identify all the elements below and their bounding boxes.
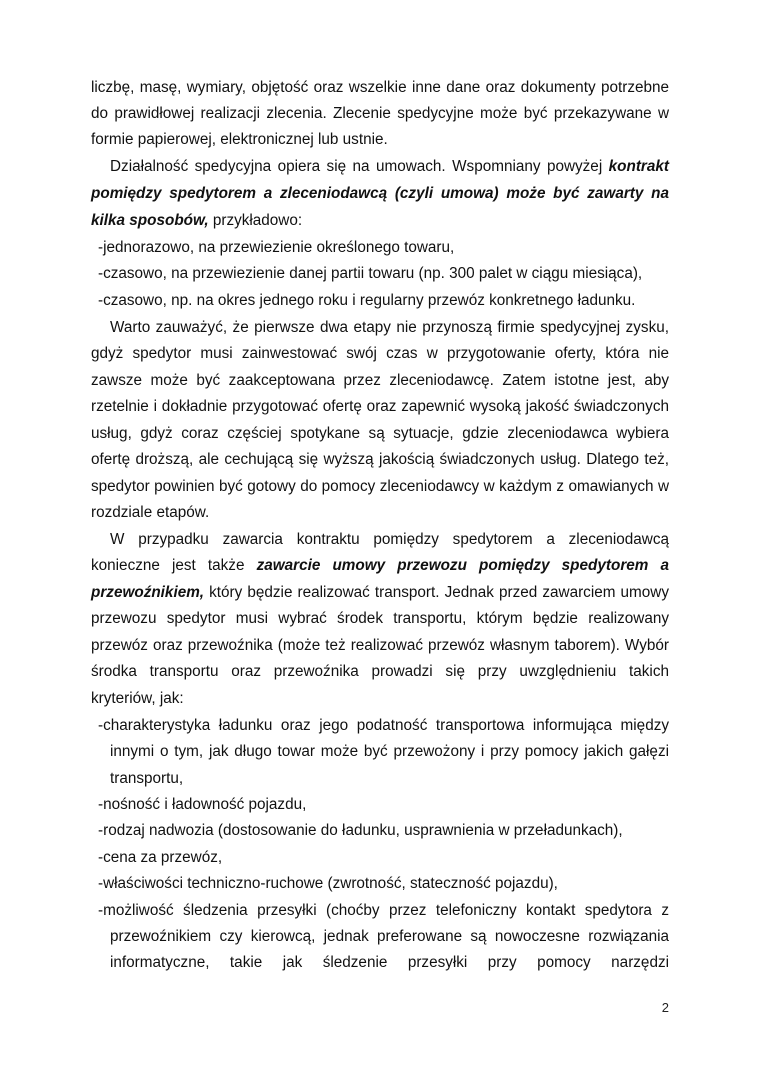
text-line: ofertę droższą, ale cechującą się wyższą jakością świadczonych usług. Dlatego też, bbox=[91, 451, 669, 468]
list-item-continuation: innymi o tym, jak długo towar może być przewożony i przy pomocy jakich gałęzi bbox=[110, 743, 669, 760]
text-line: formie papierowej, elektronicznej lub ustnie. bbox=[91, 131, 388, 148]
emphasis-line: pomiędzy spedytorem a zleceniodawcą (czyli umowa) może być zawarty na bbox=[91, 185, 669, 202]
list-item-continuation: przewoźnikiem czy kierowcą, jednak preferowane są nowoczesne rozwiązania bbox=[110, 928, 669, 945]
list-item: -właściwości techniczno-ruchowe (zwrotność, stateczność pojazdu), bbox=[98, 875, 558, 892]
text-line: W przypadku zawarcia kontraktu pomiędzy spedytorem a zleceniodawcą bbox=[110, 531, 669, 548]
list-item: -czasowo, np. na okres jednego roku i regularny przewóz konkretnego ładunku. bbox=[98, 292, 636, 309]
text-line: usług, gdyż coraz częściej spotykane są sytuacje, gdzie zleceniodawca wybiera bbox=[91, 425, 669, 442]
list-item: -rodzaj nadwozia (dostosowanie do ładunku, usprawnienia w przeładunkach), bbox=[98, 822, 623, 839]
list-item: -charakterystyka ładunku oraz jego podatność transportowa informująca między bbox=[98, 717, 669, 734]
list-item-continuation: informatyczne, takie jak śledzenie przesyłki przy pomocy narzędzi bbox=[110, 954, 669, 971]
list-item: -czasowo, na przewiezienie danej partii towaru (np. 300 palet w ciągu miesiąca), bbox=[98, 265, 643, 282]
text-line: rzetelnie i dokładnie przygotować ofertę oraz zapewnić wysoką jakość świadczonych bbox=[91, 398, 669, 415]
list-item: -cena za przewóz, bbox=[98, 849, 223, 866]
text-line: kilka sposobów, przykładowo: bbox=[91, 212, 303, 229]
text-line: Warto zauważyć, że pierwsze dwa etapy nie przynoszą firmie spedycyjnej zysku, bbox=[110, 319, 669, 336]
text-line: przewozu spedytor musi wybrać środek transportu, którym będzie realizowany bbox=[91, 610, 669, 627]
text-line: gdyż spedytor musi zainwestować swój czas w przygotowanie oferty, która nie bbox=[91, 345, 669, 362]
text-line: konieczne jest także zawarcie umowy przewozu pomiędzy spedytorem a bbox=[91, 557, 669, 574]
text-line: przewoźnikiem, który będzie realizować transport. Jednak przed zawarciem umowy bbox=[91, 584, 669, 601]
emphasis-text: zawarcie umowy przewozu pomiędzy spedytorem a bbox=[256, 557, 669, 574]
text-line: przewóz oraz przewoźnika (może też realizować przewóz własnym taborem). Wybór bbox=[91, 637, 669, 654]
list-item: -możliwość śledzenia przesyłki (choćby przez telefoniczny kontakt spedytora z bbox=[98, 902, 669, 919]
text-line: spedytor powinien być gotowy do pomocy zleceniodawcy w każdym z omawianych w bbox=[91, 478, 669, 495]
emphasis-text: kilka sposobów, bbox=[91, 212, 209, 229]
text-line: Działalność spedycyjna opiera się na umowach. Wspomniany powyżej kontrakt bbox=[110, 158, 669, 175]
text-line: kryteriów, jak: bbox=[91, 690, 184, 707]
emphasis-text: przewoźnikiem, bbox=[91, 584, 205, 601]
list-item: -nośność i ładowność pojazdu, bbox=[98, 796, 307, 813]
text-line: liczbę, masę, wymiary, objętość oraz wszelkie inne dane oraz dokumenty potrzebne bbox=[91, 79, 669, 96]
page-number: 2 bbox=[661, 1000, 669, 1015]
text-line: rozdziale etapów. bbox=[91, 504, 210, 521]
list-item-continuation: transportu, bbox=[110, 770, 184, 787]
text-line: do prawidłowej realizacji zlecenia. Zlecenie spedycyjne może być przekazywane w bbox=[91, 105, 669, 122]
text-line: zawsze może być zaakceptowana przez zleceniodawcę. Zatem istotne jest, aby bbox=[91, 372, 669, 389]
text-line: środka transportu oraz przewoźnika prowadzi się przy uwzględnieniu takich bbox=[91, 663, 669, 680]
emphasis-text: kontrakt bbox=[608, 158, 669, 175]
list-item: -jednorazowo, na przewiezienie określonego towaru, bbox=[98, 239, 455, 256]
